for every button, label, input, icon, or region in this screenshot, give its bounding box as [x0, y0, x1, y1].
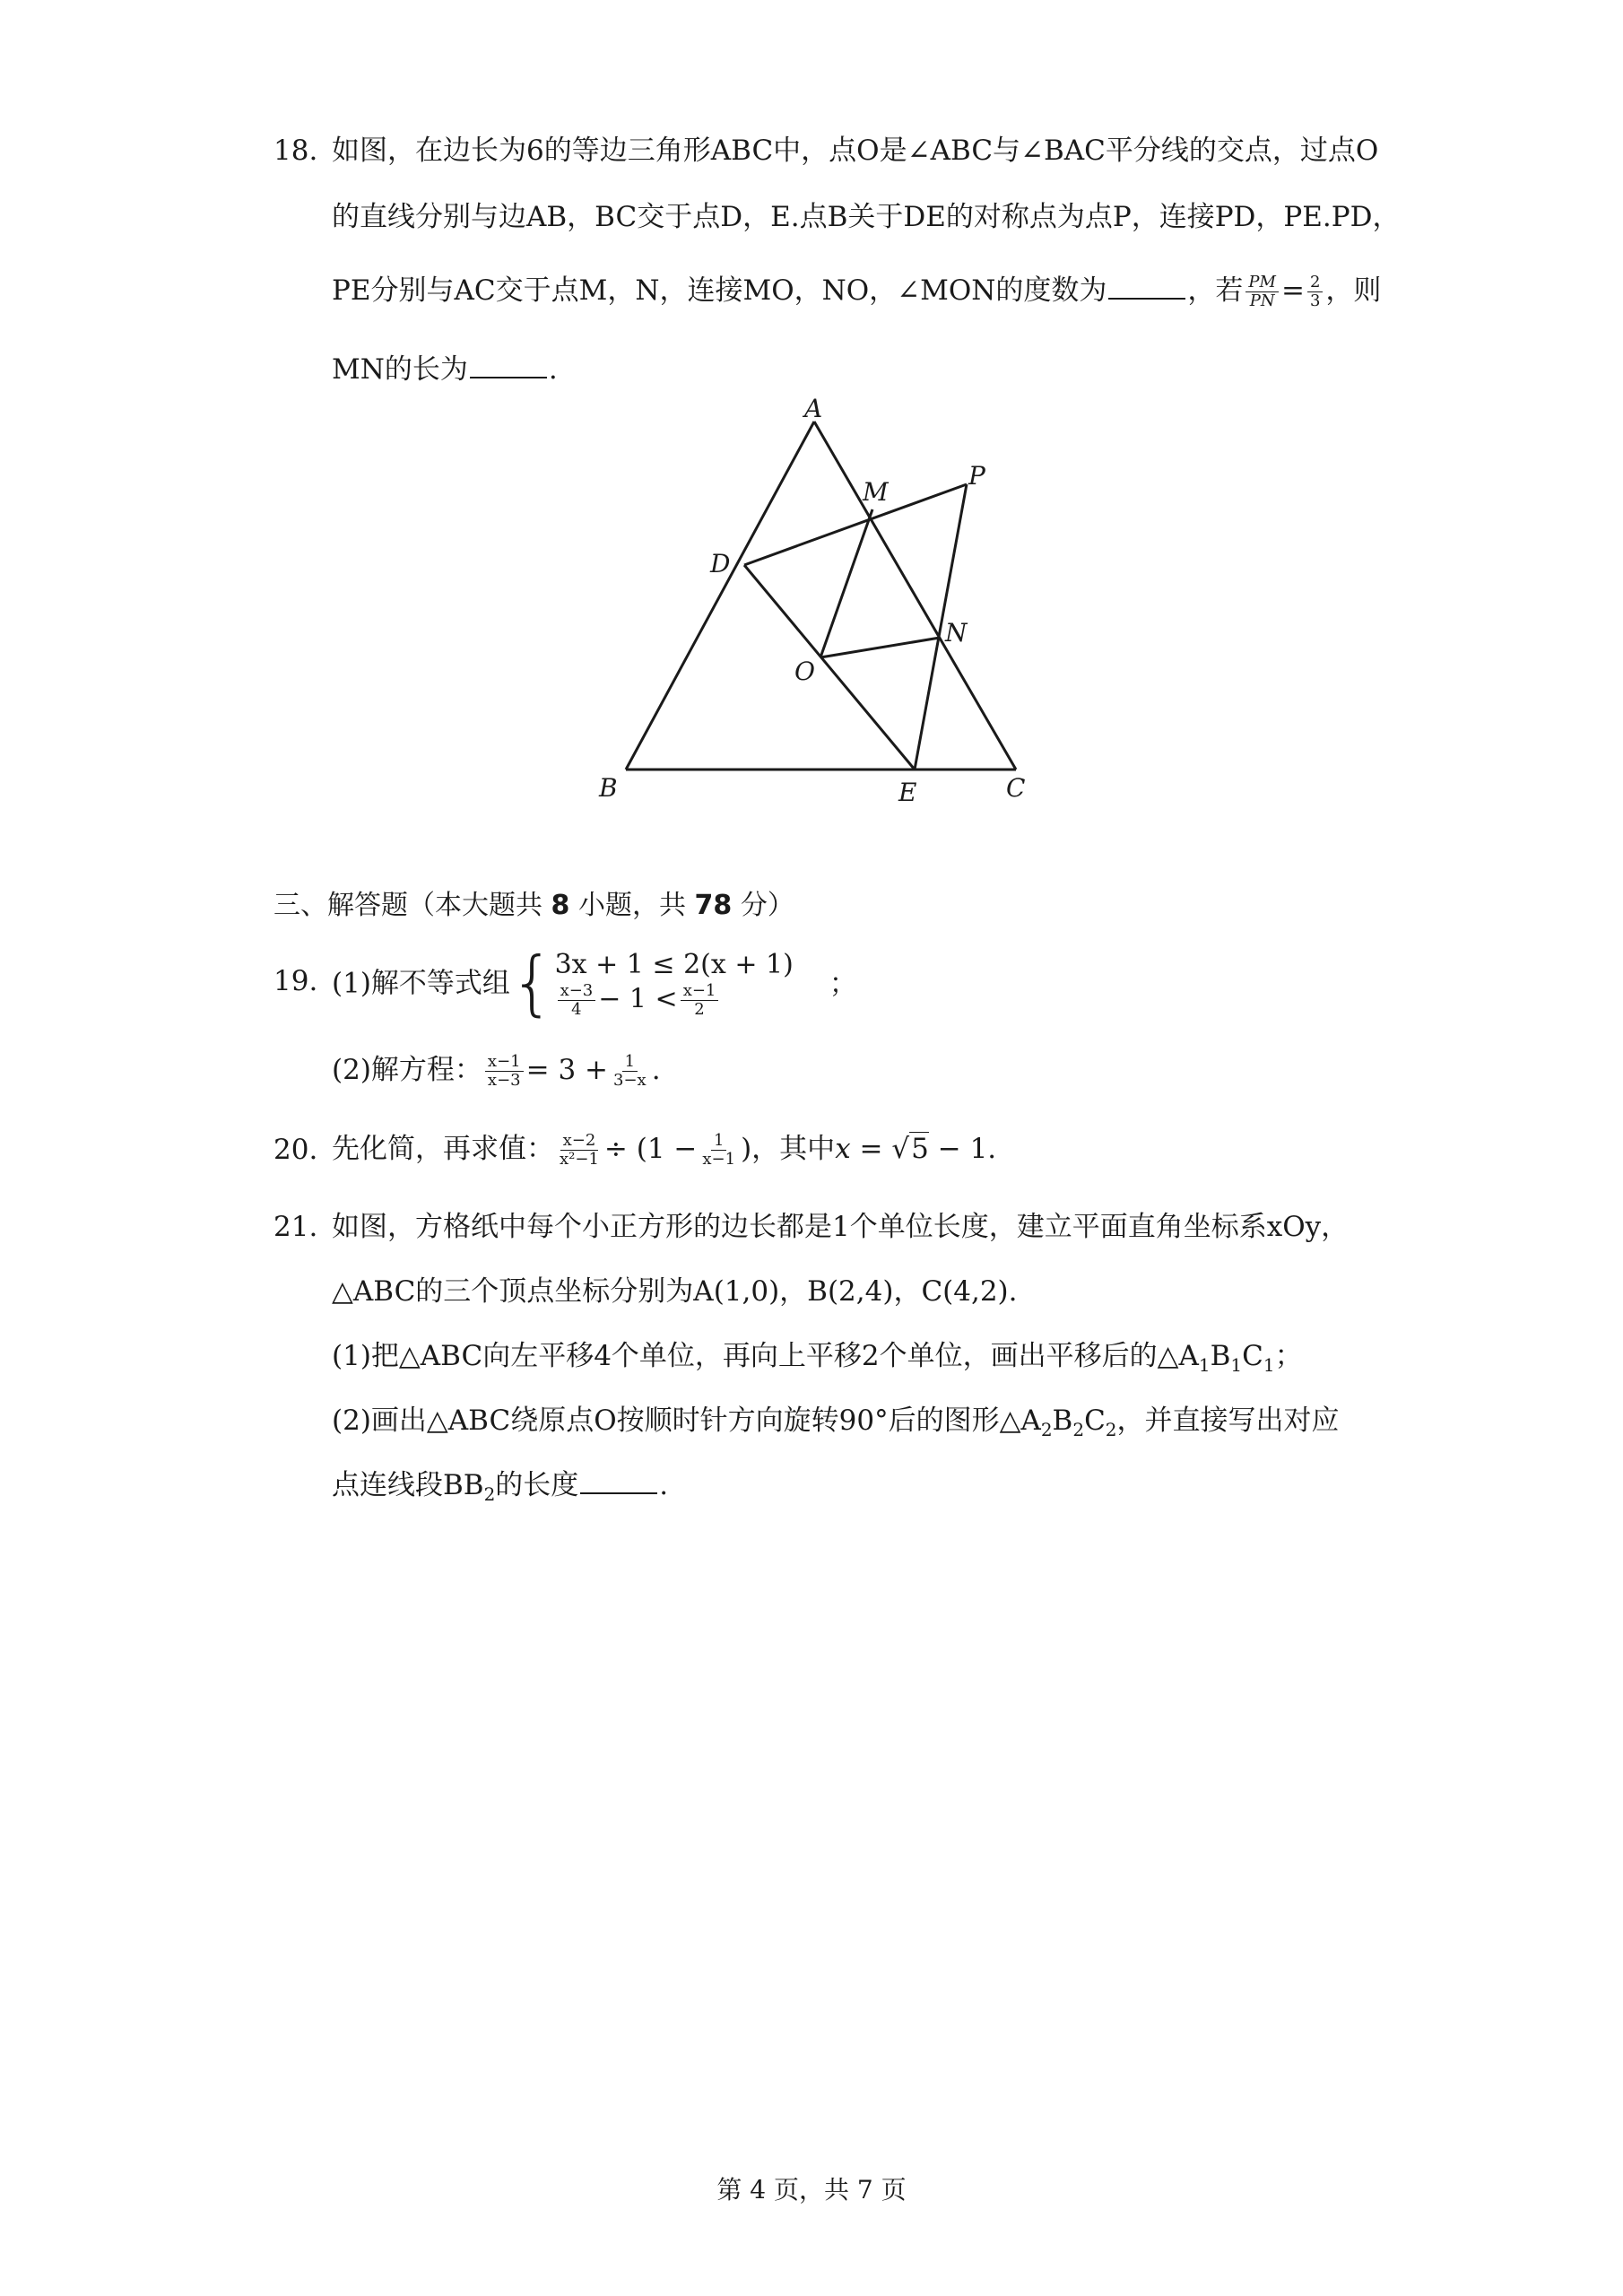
- q19-part2: [332, 1048, 661, 1092]
- section3-score: 78: [694, 890, 733, 921]
- q18-fraction-two-thirds: [1307, 274, 1323, 310]
- q20-text-a: 先化简，再求值：: [332, 1133, 554, 1165]
- q18-number: 18.: [273, 135, 318, 167]
- label-d: D: [710, 549, 731, 578]
- q18-frac-num: PM: [1245, 274, 1279, 292]
- q19-eq-mid: = 3 +: [525, 1054, 608, 1086]
- section3-count: 8: [551, 890, 570, 921]
- q21-line3-b: B: [1210, 1340, 1231, 1372]
- q21-line5-sub: 2: [483, 1483, 496, 1506]
- q20-frac2: [699, 1132, 738, 1169]
- q19-part1-label: (1)解不等式组: [332, 967, 510, 1000]
- segment-no: [820, 638, 940, 657]
- q21-line3-sub2: 1: [1230, 1354, 1243, 1377]
- q18-fraction-pm-pn: [1245, 274, 1279, 310]
- q20-var: x: [835, 1133, 851, 1165]
- q18-line4: [332, 352, 558, 387]
- q18-figure: [574, 395, 1058, 816]
- q21-line5-text: 点连线段BB: [332, 1469, 484, 1501]
- label-o: O: [794, 657, 815, 686]
- q18-line3: [332, 273, 1381, 310]
- label-a: A: [804, 395, 823, 423]
- segment-ac: [814, 422, 1016, 770]
- q18-line2: 的直线分别与边AB，BC交于点D，E.点B关于DE的对称点为点P，连接PD，PE.PD，: [332, 201, 1401, 233]
- section3-title-c: 分）: [740, 890, 794, 921]
- q19-ineq1: 3x + 1 ≤ 2(x + 1): [554, 949, 794, 980]
- q18-line3-if: ，若: [1187, 274, 1244, 307]
- q19-system: [555, 948, 794, 1019]
- segment-mo: [820, 509, 872, 657]
- q21-line4: [332, 1403, 1340, 1448]
- q20-close: )，其中: [741, 1133, 836, 1165]
- q20-frac2-num: 1: [711, 1132, 726, 1151]
- q21-line5: [332, 1467, 668, 1512]
- q21-blank-length[interactable]: [580, 1467, 657, 1494]
- q20-sqrt-sym: √: [891, 1133, 910, 1165]
- section3-title-b: 小题，共: [577, 890, 686, 921]
- section3-heading: [273, 888, 794, 924]
- q20-tail: − 1.: [937, 1133, 997, 1165]
- q18-line1: 如图，在边长为6的等边三角形ABC中，点O是∠ABC与∠BAC平分线的交点，过点O: [332, 135, 1379, 167]
- q21-line4-sub3: 2: [1105, 1419, 1117, 1441]
- q21-line4-text: (2)画出△ABC绕原点O按顺时针方向旋转90°后的图形△A: [332, 1405, 1041, 1437]
- q21-line3-end: ；: [1274, 1340, 1303, 1372]
- q19-ineq2-mid: − 1 <: [598, 983, 678, 1015]
- q21-number: 21.: [273, 1211, 318, 1243]
- q21-line3-sub1: 1: [1198, 1354, 1211, 1377]
- q18-frac2-den: 3: [1309, 291, 1321, 310]
- page-footer: 第 4 页，共 7 页: [716, 2175, 907, 2205]
- q20-op: ÷ (1 −: [603, 1133, 698, 1165]
- q21-line3: [332, 1338, 1303, 1383]
- q19-ineq2-frac2: [681, 982, 719, 1019]
- q21-line4-sub1: 2: [1040, 1419, 1053, 1441]
- label-c: C: [1006, 773, 1026, 803]
- segment-ab: [626, 422, 814, 770]
- q21-line3-sub3: 1: [1263, 1354, 1275, 1377]
- q20-frac1-num: x−2: [560, 1132, 599, 1151]
- q21-line2: △ABC的三个顶点坐标分别为A(1,0)，B(2,4)，C(4,2).: [332, 1275, 1018, 1308]
- q18-eq: =: [1280, 274, 1305, 307]
- q20-eq: =: [859, 1133, 883, 1165]
- q21-line4-b: B: [1052, 1405, 1073, 1437]
- label-m: M: [863, 477, 889, 507]
- q19-eq-end: .: [651, 1054, 661, 1086]
- q19-number: 19.: [273, 965, 318, 997]
- q21-line4-sub2: 2: [1072, 1419, 1085, 1441]
- q19-part1: [332, 933, 857, 1031]
- q20-frac2-den: x−1: [702, 1150, 736, 1169]
- q19-part2-label: (2)解方程：: [332, 1054, 482, 1086]
- q19-eq-den1: x−3: [487, 1071, 521, 1090]
- q19-eq-num1: x−1: [485, 1053, 524, 1072]
- q19-ineq2-num1: x−3: [558, 982, 596, 1001]
- q20-frac1-den: x²−1: [560, 1150, 599, 1169]
- label-e: E: [898, 778, 917, 807]
- q19-ineq2-den2: 2: [694, 1000, 705, 1019]
- q19-eq-frac1: [485, 1053, 524, 1090]
- label-n: N: [945, 618, 968, 648]
- q19-semicolon: ；: [829, 967, 857, 1000]
- q21-line3-c: C: [1242, 1340, 1263, 1372]
- q18-blank-angle[interactable]: [1108, 273, 1185, 300]
- section3-title-a: 三、解答题（本大题共: [273, 890, 542, 921]
- q19-ineq2-frac1: [558, 982, 596, 1019]
- q21-line4-c: C: [1084, 1405, 1106, 1437]
- q19-eq-num2: 1: [622, 1053, 638, 1072]
- q21-line3-text: (1)把△ABC向左平移4个单位，再向上平移2个单位，画出平移后的△A: [332, 1340, 1199, 1372]
- q19-ineq2-den1: 4: [571, 1000, 582, 1019]
- q20-frac1: [557, 1132, 602, 1169]
- q18-frac-den: PN: [1249, 291, 1275, 310]
- q18-line3-then: ，则: [1325, 274, 1382, 307]
- q19-eq-den2: 3−x: [613, 1071, 647, 1090]
- segment-dp: [744, 484, 967, 565]
- q18-line4-end: .: [548, 353, 558, 386]
- q19-eq-frac2: [611, 1053, 649, 1090]
- q18-line3-text: PE分别与AC交于点M，N，连接MO，NO，∠MON的度数为: [332, 274, 1107, 307]
- q19-ineq2-num2: x−1: [681, 982, 719, 1001]
- segment-de: [744, 565, 915, 770]
- q20-sqrt-val: 5: [911, 1133, 929, 1165]
- q20-line: [332, 1126, 996, 1171]
- q19-ineq2: [555, 982, 794, 1019]
- q18-line4-text: MN的长为: [332, 353, 468, 386]
- q20-number: 20.: [273, 1134, 318, 1166]
- label-p: P: [968, 461, 985, 491]
- q21-line5-b: 的长度: [495, 1469, 579, 1501]
- label-b: B: [599, 773, 618, 803]
- q21-line1: 如图，方格纸中每个小正方形的边长都是1个单位长度，建立平面直角坐标系xOy，: [332, 1211, 1350, 1243]
- q21-line5-end: .: [659, 1469, 669, 1501]
- q18-frac2-num: 2: [1307, 274, 1323, 292]
- q18-blank-mn[interactable]: [470, 352, 547, 378]
- q19-brace: {: [509, 943, 555, 1024]
- q21-line4-end: ，并直接写出对应: [1116, 1405, 1340, 1437]
